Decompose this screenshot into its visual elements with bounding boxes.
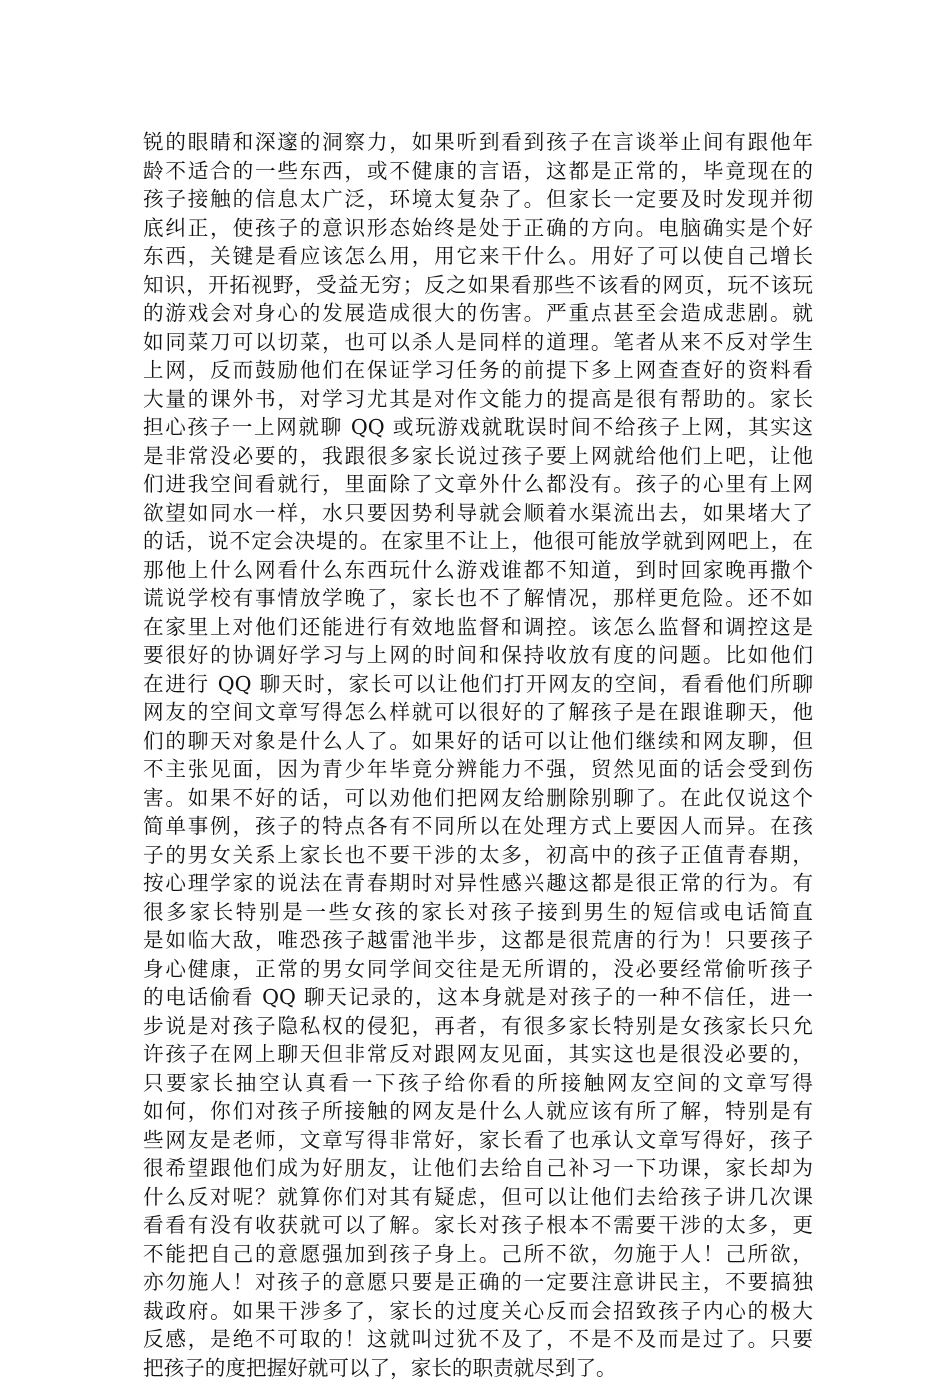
text-line: 什么反对呢？就算你们对其有疑虑，但可以让他们去给孩子讲几次课: [143, 1183, 813, 1212]
text-line: 如同菜刀可以切菜，也可以杀人是同样的道理。笔者从来不反对学生: [143, 328, 813, 357]
text-line: 很希望跟他们成为好朋友，让他们去给自己补习一下功课，家长却为: [143, 1154, 813, 1183]
text-line: 们进我空间看就行，里面除了文章外什么都没有。孩子的心里有上网: [143, 470, 813, 499]
text-line: 子的男女关系上家长也不要干涉的太多，初高中的孩子正值青春期，: [143, 841, 813, 870]
text-line: 的游戏会对身心的发展造成很大的伤害。严重点甚至会造成悲剧。就: [143, 299, 813, 328]
text-line: 龄不适合的一些东西，或不健康的言语，这都是正常的，毕竟现在的: [143, 157, 813, 186]
text-line: 网友的空间文章写得怎么样就可以很好的了解孩子是在跟谁聊天，他: [143, 698, 813, 727]
text-line: 在家里上对他们还能进行有效地监督和调控。该怎么监督和调控这是: [143, 613, 813, 642]
text-line: 看看有没有收获就可以了解。家长对孩子根本不需要干涉的太多，更: [143, 1211, 813, 1240]
text-line: 知识，开拓视野，受益无穷；反之如果看那些不该看的网页，玩不该玩: [143, 271, 813, 300]
text-line: 步说是对孩子隐私权的侵犯，再者，有很多家长特别是女孩家长只允: [143, 1012, 813, 1041]
text-line: 的电话偷看 QQ 聊天记录的，这本身就是对孩子的一种不信任，进一: [143, 983, 813, 1012]
text-line: 害。如果不好的话，可以劝他们把网友给删除别聊了。在此仅说这个: [143, 784, 813, 813]
text-line: 很多家长特别是一些女孩的家长对孩子接到男生的短信或电话简直: [143, 898, 813, 927]
text-line: 不能把自己的意愿强加到孩子身上。己所不欲，勿施于人！己所欲，: [143, 1240, 813, 1269]
text-line: 孩子接触的信息太广泛，环境太复杂了。但家长一定要及时发现并彻: [143, 185, 813, 214]
text-line: 欲望如同水一样，水只要因势利导就会顺着水渠流出去，如果堵大了: [143, 499, 813, 528]
text-line: 许孩子在网上聊天但非常反对跟网友见面，其实这也是很没必要的，: [143, 1040, 813, 1069]
text-line: 不主张见面，因为青少年毕竟分辨能力不强，贸然见面的话会受到伤: [143, 755, 813, 784]
text-line: 的话，说不定会决堤的。在家里不让上，他很可能放学就到网吧上，在: [143, 527, 813, 556]
text-line: 裁政府。如果干涉多了，家长的过度关心反而会招致孩子内心的极大: [143, 1297, 813, 1326]
text-line: 些网友是老师，文章写得非常好，家长看了也承认文章写得好，孩子: [143, 1126, 813, 1155]
text-line: 如何，你们对孩子所接触的网友是什么人就应该有所了解，特别是有: [143, 1097, 813, 1126]
text-line: 上网，反而鼓励他们在保证学习任务的前提下多上网查查好的资料看: [143, 356, 813, 385]
text-line: 反感，是绝不可取的！这就叫过犹不及了，不是不及而是过了。只要: [143, 1325, 813, 1354]
text-line: 那他上什么网看什么东西玩什么游戏谁都不知道，到时回家晚再撒个: [143, 556, 813, 585]
text-line: 身心健康，正常的男女同学间交往是无所谓的，没必要经常偷听孩子: [143, 955, 813, 984]
text-line: 简单事例，孩子的特点各有不同所以在处理方式上要因人而异。在孩: [143, 812, 813, 841]
text-line: 在进行 QQ 聊天时，家长可以让他们打开网友的空间，看看他们所聊: [143, 670, 813, 699]
text-line: 大量的课外书，对学习尤其是对作文能力的提高是很有帮助的。家长: [143, 385, 813, 414]
text-line: 谎说学校有事情放学晚了，家长也不了解情况，那样更危险。还不如: [143, 584, 813, 613]
text-line: 底纠正，使孩子的意识形态始终是处于正确的方向。电脑确实是个好: [143, 214, 813, 243]
text-line: 是如临大敌，唯恐孩子越雷池半步，这都是很荒唐的行为！只要孩子: [143, 926, 813, 955]
text-line: 东西，关键是看应该怎么用，用它来干什么。用好了可以使自己增长: [143, 242, 813, 271]
text-line: 按心理学家的说法在青春期时对异性感兴趣这都是很正常的行为。有: [143, 869, 813, 898]
text-line: 们的聊天对象是什么人了。如果好的话可以让他们继续和网友聊，但: [143, 727, 813, 756]
text-line: 锐的眼睛和深邃的洞察力，如果听到看到孩子在言谈举止间有跟他年: [143, 128, 813, 157]
text-line: 担心孩子一上网就聊 QQ 或玩游戏就耽误时间不给孩子上网，其实这: [143, 413, 813, 442]
text-line: 只要家长抽空认真看一下孩子给你看的所接触网友空间的文章写得: [143, 1069, 813, 1098]
text-line: 把孩子的度把握好就可以了，家长的职责就尽到了。: [143, 1354, 813, 1382]
text-line: 要很好的协调好学习与上网的时间和保持收放有度的问题。比如他们: [143, 641, 813, 670]
text-line: 亦勿施人！对孩子的意愿只要是正确的一定要注意讲民主，不要搞独: [143, 1268, 813, 1297]
text-line: 是非常没必要的，我跟很多家长说过孩子要上网就给他们上吧，让他: [143, 442, 813, 471]
body-paragraph: [143, 128, 813, 1382]
